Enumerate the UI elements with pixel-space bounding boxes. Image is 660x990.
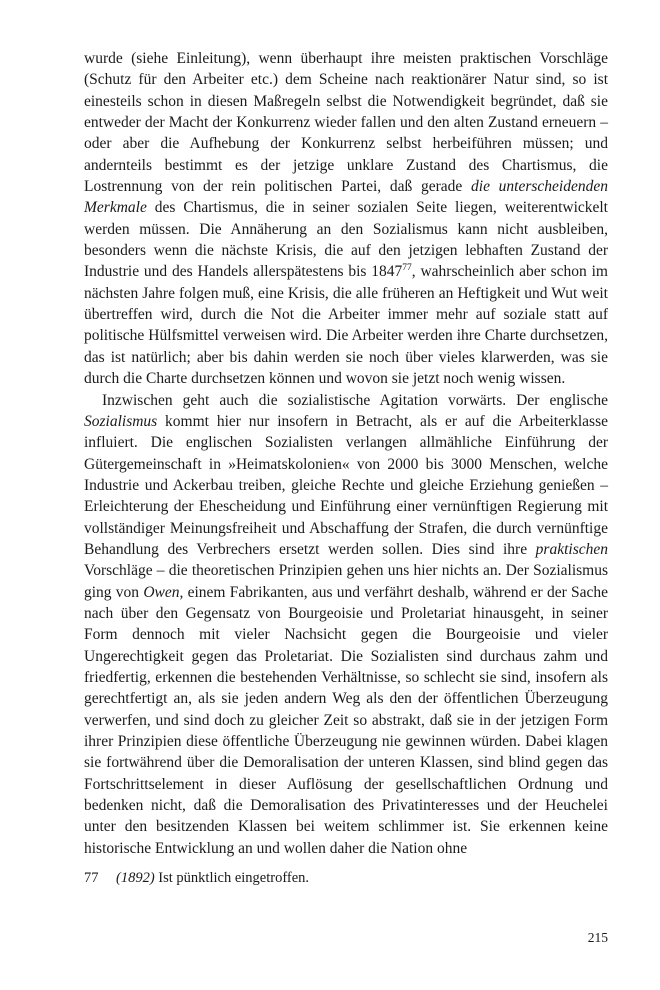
page-number: 215 xyxy=(587,930,608,945)
italic-text: praktischen xyxy=(535,540,608,558)
footnote-number: 77 xyxy=(84,870,99,886)
text-run: Inzwischen geht auch die sozialistische Agitation vorwärts. Der englische xyxy=(102,391,608,409)
text-run: , wahrscheinlich aber schon im nächsten Jahre folgen muß, eine Krisis, die alle früheren an Heftigkeit und Wut weit übertreffen wird, durch die Not die Arbeiter immer mehr auf soziale statt auf politische Hülfsmittel verweisen wird. Die Arbeiter werden ihre Charte durchsetzen, das ist natürlich; aber bis dahin werden sie noch über vieles klarwerden, was sie durch die Charte durchsetzen können und wovon sie jetzt noch wenig wissen. xyxy=(84,263,608,388)
body-text xyxy=(84,48,608,859)
footnote xyxy=(84,868,608,888)
text-run: Vorschläge – die theoretischen Prinzipien gehen uns hier nichts an. Der Sozialismus ging von xyxy=(84,562,608,601)
paragraph xyxy=(84,390,608,860)
text-run: wurde (siehe Einleitung), wenn überhaupt ihre meisten praktischen Vorschläge (Schutz für den Arbeiter etc.) dem Scheine nach reaktionärer Natur sind, so ist einesteils schon in diesen Maßregeln selbst die Notwendigkeit begründet, daß sie entweder der Macht der Konkurrenz wieder fallen und den alten Zustand erneuern – oder aber die Aufhebung der Konkurrenz selbst herbeiführen müssen; und andernteils bestimmt es der jetzige unklare Zustand des Chartismus, die Lostrennung von der rein politischen Partei, daß gerade xyxy=(84,50,608,196)
footnote-text: Ist pünktlich eingetroffen. xyxy=(154,870,310,886)
text-run: einem Fabrikanten, aus und verfährt deshalb, während er der Sache nach über den Gegensatz von Bourgeoisie und Proletariat hinausgeht, in seiner Form dennoch mit vieler Nachsicht gegen die Bourgeoisie und vieler Ungerechtigkeit gegen das Proletariat. Die Sozialisten sind durchaus zahm und friedfertig, erkennen die bestehenden Verhältnisse, so schlecht sie sind, insofern als gerechtfertigt an, als sie jeden andern Weg als den der öffentlichen Überzeugung verwerfen, und sind doch zu gleicher Zeit so abstrakt, daß sie in der jetzigen Form ihrer Prinzipien diese öffentliche Überzeugung nie gewinnen würden. Dabei klagen sie fortwährend über die Demoralisation der unteren Klassen, sind blind gegen das Fortschrittselement in dieser Auflösung der gesellschaftlichen Ordnung und bedenken nicht, daß die Demoralisation des Privatinteresses und der Heuchelei unter den besitzenden Klassen bei weitem schlimmer ist. Sie erkennen keine historische Entwicklung an und wollen daher die Nation ohne xyxy=(84,583,609,857)
text-run: des Chartismus, die in seiner sozialen Seite liegen, weiterentwickelt werden müssen. Die Annäherung an den Sozialismus kann nicht ausbleiben, besonders wenn die nächste Krisis, die auf den jetzigen lebhaften Zustand der Industrie und des Handels allerspätestens bis 1847 xyxy=(84,199,608,281)
footnote-reference: 77 xyxy=(402,263,412,274)
italic-text: Sozialismus xyxy=(84,412,158,430)
italic-text: die unterscheidenden Merkmale xyxy=(84,178,609,217)
footnote-year: (1892) xyxy=(116,870,155,886)
paragraph xyxy=(84,48,608,390)
italic-text: Owen, xyxy=(143,583,184,601)
text-run: kommt hier nur insofern in Betracht, als er auf die Arbeiterklasse influiert. Die englischen Sozialisten verlangen allmähliche Einführung der Gütergemeinschaft in »Heimatskolonien« von 2000 bis 3000 Menschen, welche Industrie und Ackerbau treiben, gleiche Rechte und gleiche Erziehung genießen – Erleichterung der Ehescheidung und Einführung einer vernünftigen Regierung mit vollständiger Meinungsfreiheit und Abschaffung der Strafen, die durch vernünftige Behandlung des Verbrechers ersetzt werden sollen. Dies sind ihre xyxy=(84,412,608,558)
